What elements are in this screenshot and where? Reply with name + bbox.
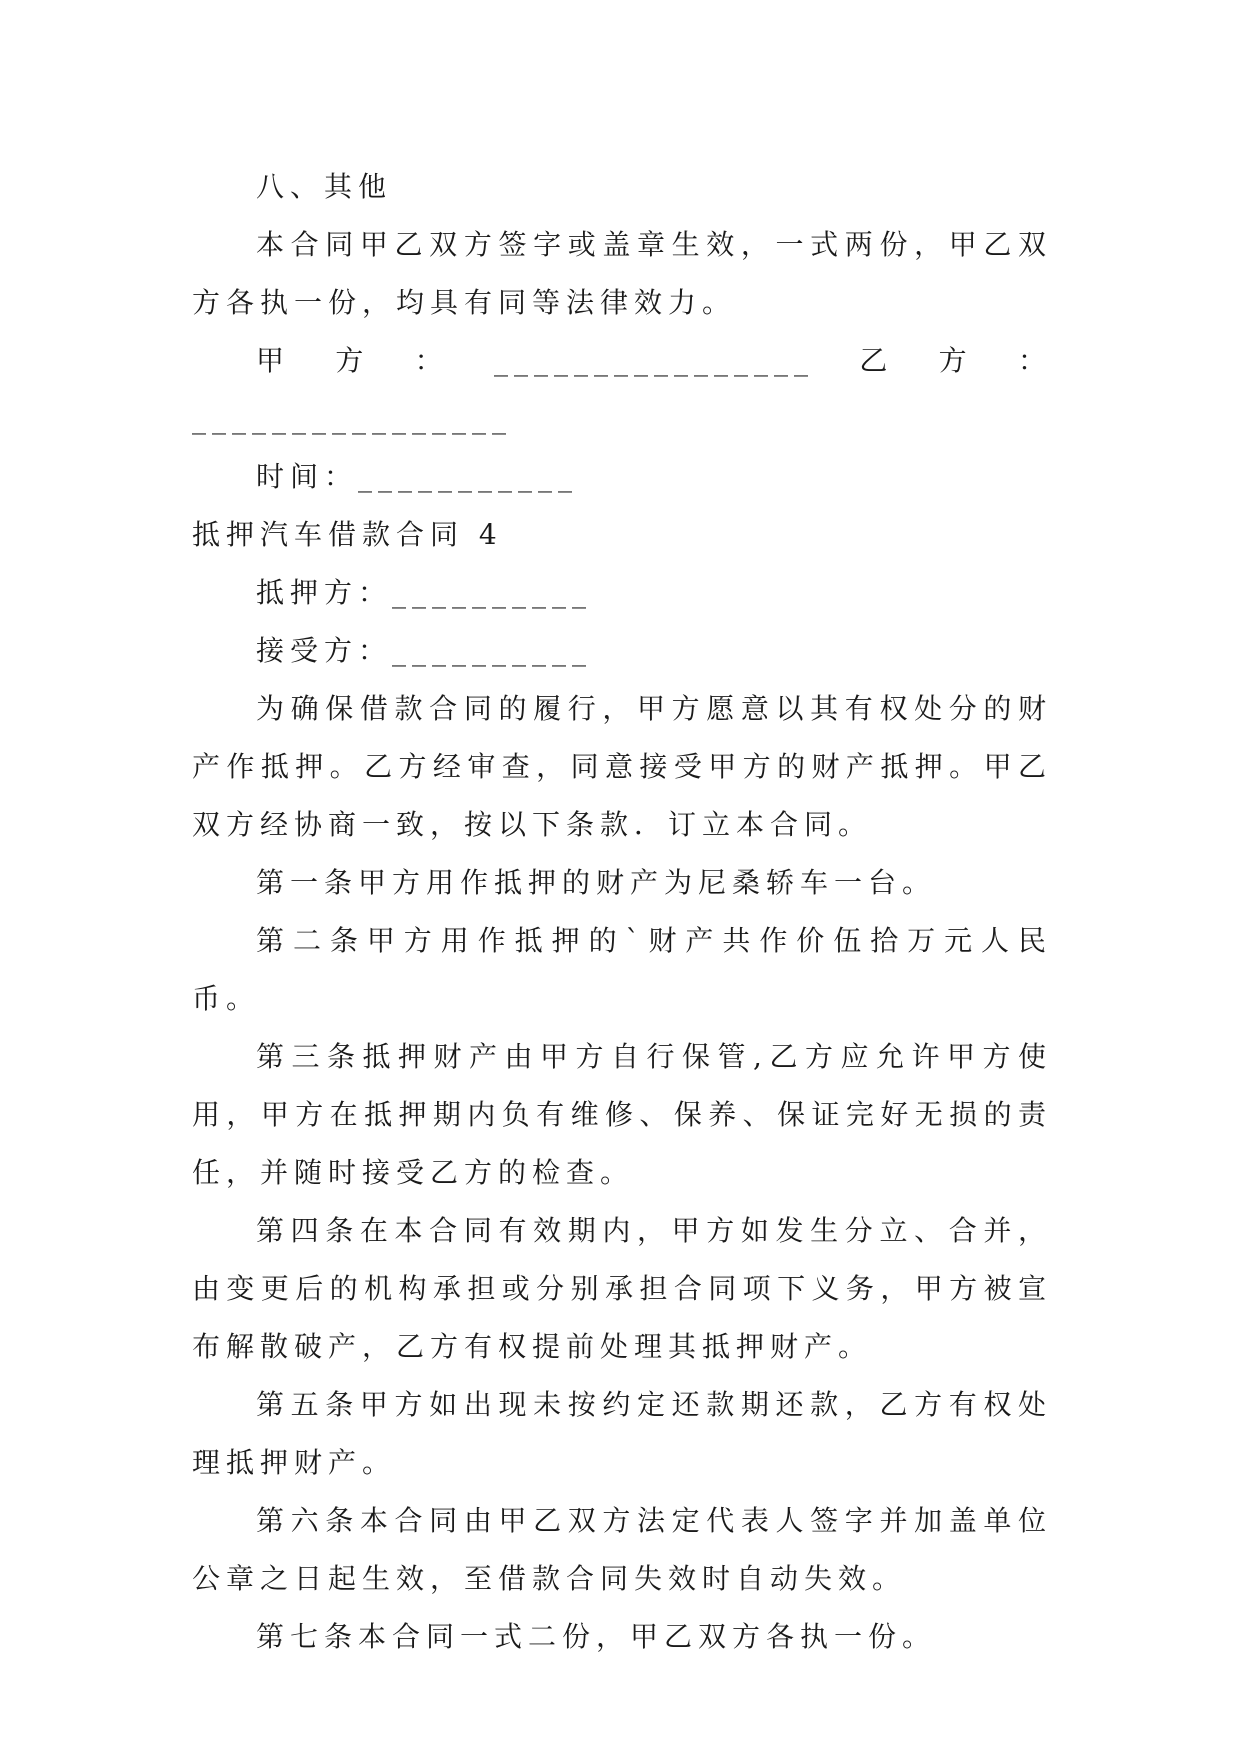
clause-1: 第一条甲方用作抵押的财产为尼桑轿车一台。 xyxy=(256,866,937,899)
clause-7: 第七条本合同一式二份，甲乙双方各执一份。 xyxy=(256,1620,937,1653)
signature-line-parties: 甲方：________________乙方：________________ xyxy=(192,344,1052,435)
signature-line-date: 时间：___________ xyxy=(256,460,579,493)
mortgagee-line: 接受方：__________ xyxy=(256,634,593,667)
clause-6: 第六条本合同由甲乙双方法定代表人签字并加盖单位公章之日起生效，至借款合同失效时自动失效。 xyxy=(192,1504,1052,1595)
clause-3: 第三条抵押财产由甲方自行保管,乙方应允许甲方使用，甲方在抵押期内负有维修、保养、保证完好无损的责任，并随时接受乙方的检查。 xyxy=(192,1040,1052,1189)
mortgagor-line: 抵押方：__________ xyxy=(256,576,593,609)
section-heading-other: 八、其他 xyxy=(256,170,393,203)
clause-2: 第二条甲方用作抵押的`财产共作价伍拾万元人民币。 xyxy=(192,924,1052,1015)
paragraph-effectiveness: 本合同甲乙双方签字或盖章生效，一式两份，甲乙双方各执一份，均具有同等法律效力。 xyxy=(192,228,1052,319)
clause-4: 第四条在本合同有效期内，甲方如发生分立、合并，由变更后的机构承担或分别承担合同项下义务，甲方被宣布解散破产，乙方有权提前处理其抵押财产。 xyxy=(192,1214,1052,1363)
document-body xyxy=(192,158,1052,1666)
paragraph-preamble: 为确保借款合同的履行，甲方愿意以其有权处分的财产作抵押。乙方经审查，同意接受甲方的财产抵押。甲乙双方经协商一致，按以下条款．订立本合同。 xyxy=(192,692,1052,841)
contract-title: 抵押汽车借款合同 4 xyxy=(192,518,503,551)
clause-5: 第五条甲方如出现未按约定还款期还款，乙方有权处理抵押财产。 xyxy=(192,1388,1052,1479)
